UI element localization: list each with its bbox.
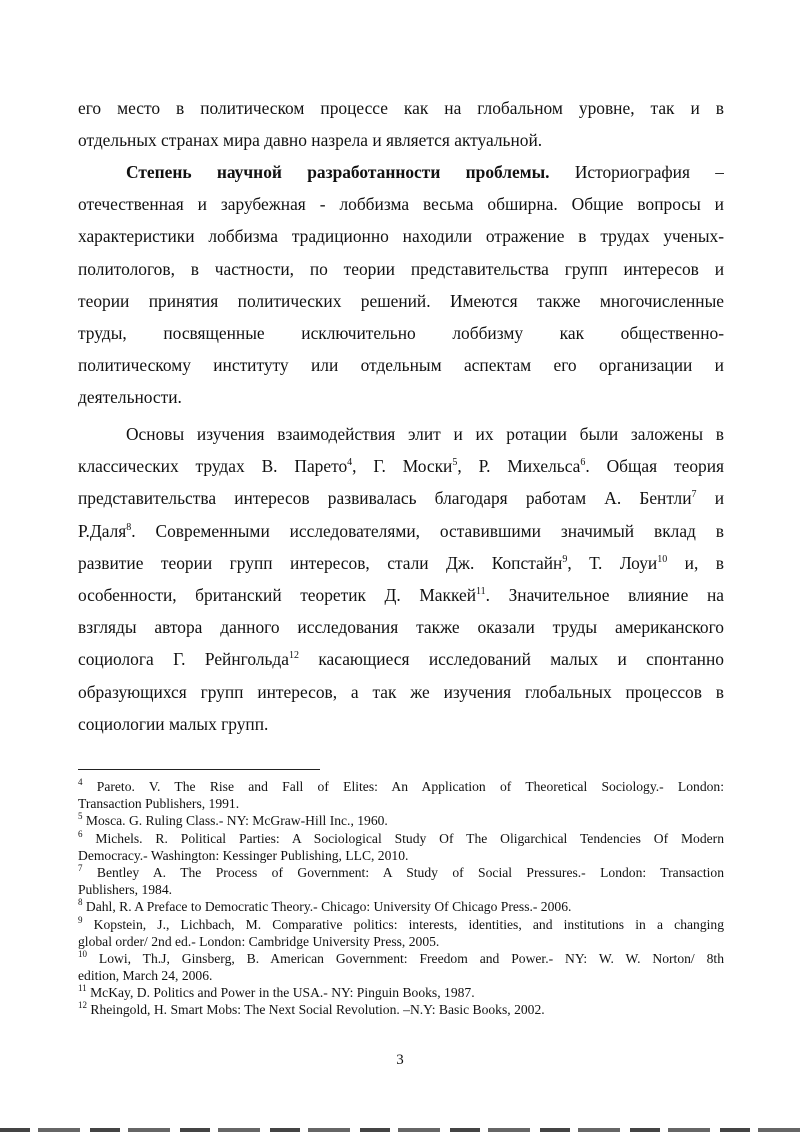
text-line: политологов, в частности, по теории представительства групп интересов и [78,258,724,279]
footnote-number: 7 [78,863,83,873]
text-line: отечественная и зарубежная - лоббизма весьма обширна. Общие вопросы и [78,194,724,215]
section-heading-inline: Степень научной разработанности проблемы. [126,162,550,182]
footnote-line: $^7$ Bentley A. The Process of Government: A Study of Social Pressures.- London: Transaction [78,863,724,880]
footnote-9 [78,916,724,950]
footnote-line: Democracy.- Washington: Kessinger Publishing, LLC, 2010. [78,847,409,863]
footnote-11 [78,984,724,1001]
text-line: характеристики лоббизма традиционно находили отражение в трудах ученых- [78,226,724,247]
text-line: теории принятия политических решений. Имеются также многочисленные [78,290,724,311]
text-line: политическому институту или отдельным аспектам его организации и [78,355,724,376]
text-line: отдельных странах мира давно назрела и является актуальной. [78,130,543,151]
footnote-ref: 10 [657,553,668,565]
footnote-ref: 11 [476,585,486,597]
footnote-ref: 8 [126,521,132,533]
footnote-number: 10 [78,949,87,959]
footnote-number: 12 [78,1001,87,1011]
paragraph-intro-continuation [78,92,724,156]
text-line: деятельности. [78,387,182,408]
footnote-number: 5 [78,812,83,822]
footnote-line: $^6$ Michels. R. Political Parties: A Sociological Study Of The Oligarchical Tendencies Of Modern [78,829,724,846]
footnote-number: 9 [78,915,83,925]
footnote-7 [78,864,724,898]
footnote-line: $^9$ Kopstein, J., Lichbach, M. Comparative politics: interests, identities, and institutions in a changing [78,915,724,932]
footnote-ref: 5 [452,457,458,469]
footnote-number: 6 [78,829,83,839]
footnote-separator [78,769,320,770]
footnotes-block [78,778,724,1019]
footnote-5 [78,812,724,829]
footnote-ref: 12 [289,650,299,662]
footnote-line: Transaction Publishers, 1991. [78,796,240,812]
footnote-ref: 9 [562,553,568,565]
footnote-ref: 4 [347,457,353,469]
footnote-number: 4 [78,778,83,787]
footnote-6 [78,830,724,864]
footnote-10 [78,950,724,984]
text-line: Р.Даля$^8$. Современными исследователями, оставившими значимый вклад в [78,520,724,541]
paragraph-research-degree [78,156,724,414]
footnote-line: $^{10}$ Lowi, Th.J, Ginsberg, B. American Government: Freedom and Power.- NY: W. W. Norton/ 8th [78,949,724,966]
footnote-ref: 6 [580,457,586,469]
text-line: его место в политическом процессе как на глобальном уровне, так и в [78,98,724,118]
footnote-line: edition, March 24, 2006. [78,968,213,984]
footnote-8 [78,898,724,915]
text-line: Основы изучения взаимодействия элит и их ротации были заложены в [126,424,724,444]
footnote-12 [78,1001,724,1018]
text-line: социолога Г. Рейнгольда$^{12}$ касающиеся исследований малых и спонтанно [78,649,724,670]
text-line: взгляды автора данного исследования также оказали труды американского [78,617,724,638]
footnote-line: $^{12}$ Rheingold, H. Smart Mobs: The Next Social Revolution. –N.Y: Basic Books, 2002. [78,1001,545,1018]
footnote-4 [78,778,724,812]
text-line: образующихся групп интересов, а так же изучения глобальных процессов в [78,681,724,702]
footnote-line: $^8$ Dahl, R. A Preface to Democratic Theory.- Chicago: University Of Chicago Press.- 2006. [78,898,572,915]
footnote-number: 11 [78,984,87,994]
footnote-ref: 7 [691,489,697,501]
text-line: развитие теории групп интересов, стали Дж. Копстайн$^9$, Т. Лоуи$^{10}$ и, в [78,552,724,573]
text-line: Степень научной разработанности проблемы. Историография – [126,162,724,182]
text-line: классических трудах В. Парето$^4$, Г. Моски$^5$, Р. Михельса$^6$. Общая теория [78,456,724,477]
footnote-line: global order/ 2nd ed.- London: Cambridge University Press, 2005. [78,933,440,949]
paragraph-elite-theory [78,418,724,740]
text-line: труды, посвященные исключительно лоббизму как общественно- [78,322,724,343]
page-number: 3 [396,1052,404,1068]
text-line: представительства интересов развивалась благодаря работам А. Бентли$^7$ и [78,488,724,509]
footnote-line: $^5$ Mosca. G. Ruling Class.- NY: McGraw-Hill Inc., 1960. [78,812,388,829]
footnote-number: 8 [78,898,83,908]
text-line: социологии малых групп. [78,713,269,734]
footnote-line: $^4$ Pareto. V. The Rise and Fall of Elites: An Application of Theoretical Sociology.- London: [78,778,724,794]
footnote-line: Publishers, 1984. [78,882,173,898]
scan-edge-artifact [0,1128,800,1132]
text-line: особенности, британский теоретик Д. Маккей$^{11}$. Значительное влияние на [78,584,724,605]
footnote-line: $^{11}$ McKay, D. Politics and Power in the USA.- NY: Pinguin Books, 1987. [78,984,475,1001]
